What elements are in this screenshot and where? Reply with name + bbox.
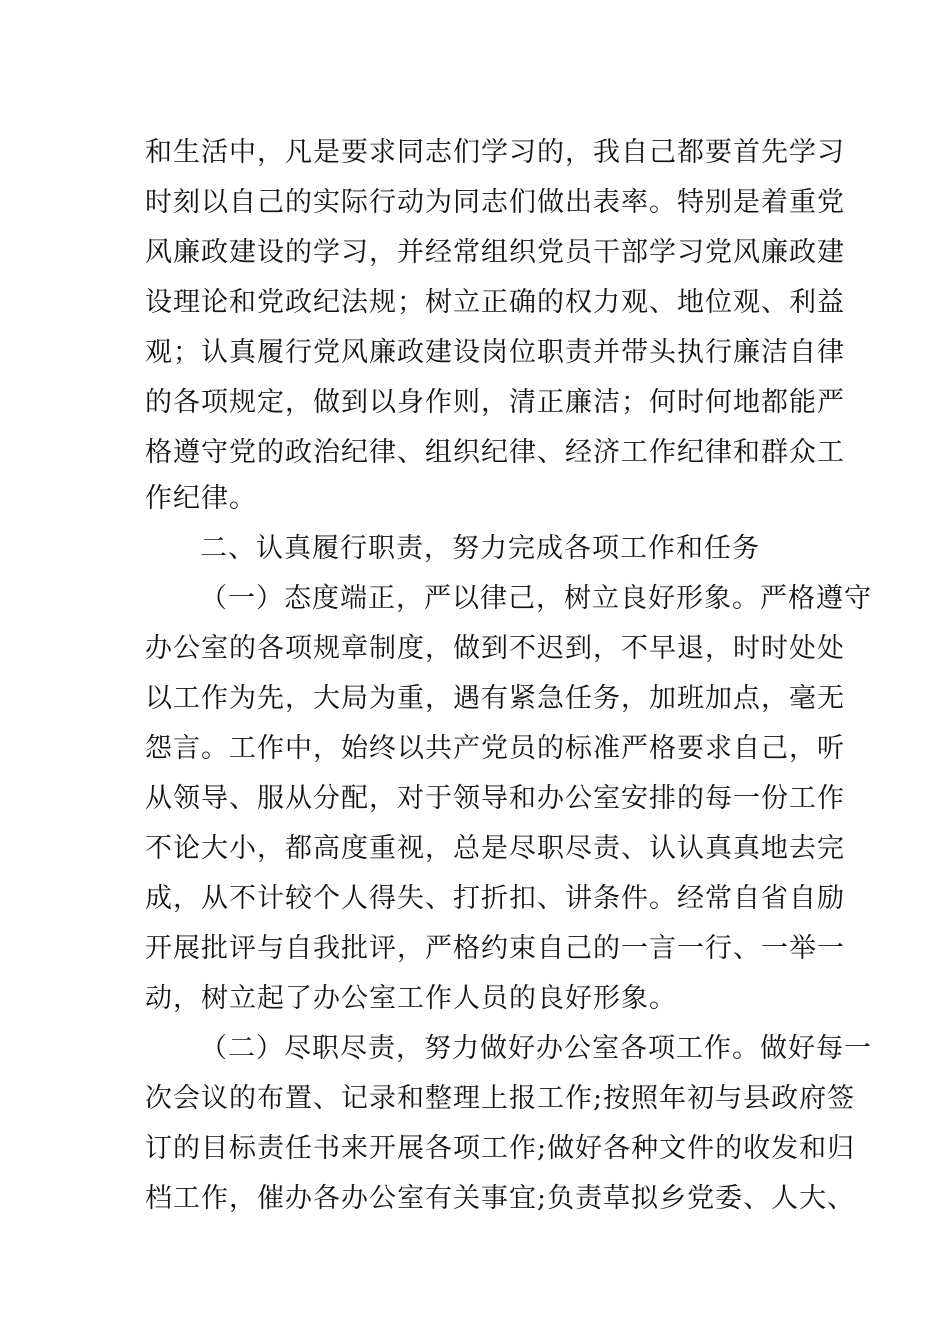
text-line: 开展批评与自我批评，严格约束自己的一言一行、一举一 [145,933,845,964]
text-line: 办公室的各项规章制度，做到不迟到，不早退，时时处处 [145,633,845,664]
text-line: （一）态度端正，严以律己，树立良好形象。严格遵守 [200,583,872,614]
text-line: 时刻以自己的实际行动为同志们做出表率。特别是着重党 [145,187,845,218]
text-line: 风廉政建设的学习，并经常组织党员干部学习党风廉政建 [145,237,845,268]
text-line: 订的目标责任书来开展各项工作;做好各种文件的收发和归 [145,1133,856,1164]
text-line: 的各项规定，做到以身作则，清正廉洁；何时何地都能严 [145,387,845,418]
text-line: 和生活中，凡是要求同志们学习的，我自己都要首先学习 [145,137,845,168]
text-line: 不论大小，都高度重视，总是尽职尽责、认认真真地去完 [145,833,845,864]
text-line: 观；认真履行党风廉政建设岗位职责并带头执行廉洁自律 [145,337,845,368]
text-line: （二）尽职尽责，努力做好办公室各项工作。做好每一 [200,1033,872,1064]
text-line: 格遵守党的政治纪律、组织纪律、经济工作纪律和群众工 [145,437,845,468]
text-line: 以工作为先，大局为重，遇有紧急任务，加班加点，毫无 [145,683,845,714]
text-line: 成，从不计较个人得失、打折扣、讲条件。经常自省自励 [145,883,845,914]
text-line: 怨言。工作中，始终以共产党员的标准严格要求自己，听 [145,733,845,764]
text-line: 设理论和党政纪法规；树立正确的权力观、地位观、利益 [145,287,845,318]
text-line: 动，树立起了办公室工作人员的良好形象。 [145,983,677,1014]
section-heading: 二、认真履行职责，努力完成各项工作和任务 [200,533,760,564]
text-line: 次会议的布置、记录和整理上报工作;按照年初与县政府签 [145,1083,856,1114]
text-line: 从领导、服从分配，对于领导和办公室安排的每一份工作 [145,783,845,814]
text-line: 作纪律。 [145,483,257,514]
text-line: 档工作，催办各办公室有关事宜;负责草拟乡党委、人大、 [145,1183,856,1214]
